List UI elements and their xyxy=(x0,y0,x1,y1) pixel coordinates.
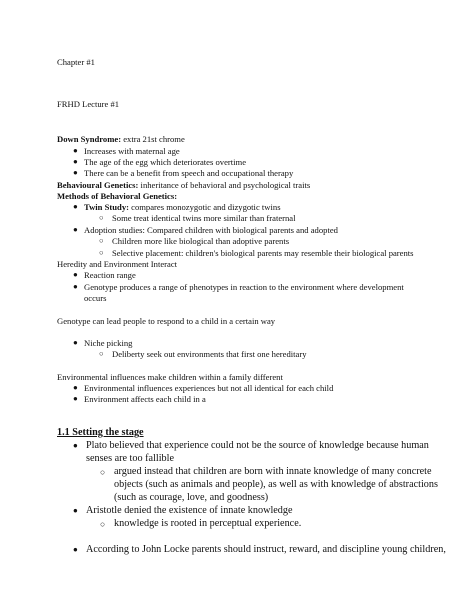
twin-study-line xyxy=(84,202,281,212)
circle-bullet-icon: ○ xyxy=(99,248,104,257)
behavioural-genetics-line xyxy=(57,180,310,190)
bullet-icon: ● xyxy=(73,225,78,234)
chapter-title: Chapter #1 xyxy=(57,57,95,67)
list-item: Environment affects each child in a xyxy=(84,394,206,404)
heredity-heading: Heredity and Environment Interact xyxy=(57,259,178,269)
list-item: Genotype produces a range of phenotypes in reaction to the environment where development xyxy=(84,282,404,292)
bullet-icon: ● xyxy=(73,282,78,291)
list-item: Environmental influences experiences but not all identical for each child xyxy=(84,383,334,393)
bullet-icon: ● xyxy=(73,338,78,347)
circle-bullet-icon: ○ xyxy=(99,236,104,245)
circle-bullet-icon: ○ xyxy=(99,349,104,358)
bullet-icon: ● xyxy=(73,383,78,392)
list-subitem-continuation: objects (such as animals and people), as well as with knowledge of abstractions xyxy=(114,479,438,490)
bullet-icon: ● xyxy=(73,202,78,211)
list-item: The age of the egg which deteriorates overtime xyxy=(84,157,247,167)
list-subitem-continuation: (such as courage, love, and goodness) xyxy=(114,492,269,503)
behavioural-genetics-definition: inheritance of behavioral and psychological traits xyxy=(138,180,311,190)
down-syndrome-term: Down Syndrome: xyxy=(57,134,122,144)
bullet-icon: ● xyxy=(73,146,78,155)
list-subitem: Children more like biological than adoptive parents xyxy=(112,236,290,246)
behavioural-genetics-term: Behavioural Genetics: xyxy=(57,180,139,190)
list-item: Aristotle denied the existence of innate knowledge xyxy=(86,505,293,516)
list-subitem: argued instead that children are born with innate knowledge of many concrete xyxy=(114,466,432,477)
paragraph: Genotype can lead people to respond to a child in a certain way xyxy=(57,316,276,326)
bullet-icon: ● xyxy=(73,168,78,177)
down-syndrome-definition: extra 21st chrome xyxy=(121,134,185,144)
bullet-icon: ● xyxy=(73,506,78,515)
list-item-continuation: senses are too fallible xyxy=(86,453,174,464)
bullet-icon: ● xyxy=(73,441,78,450)
list-item-continuation: occurs xyxy=(84,293,107,303)
bullet-icon: ● xyxy=(73,394,78,403)
section-heading: 1.1 Setting the stage xyxy=(57,427,144,438)
list-item: Niche picking xyxy=(84,338,133,348)
bullet-icon: ● xyxy=(73,157,78,166)
list-subitem: knowledge is rooted in perceptual experience. xyxy=(114,518,302,529)
list-item: Reaction range xyxy=(84,270,136,280)
list-item: According to John Locke parents should instruct, reward, and discipline young children, xyxy=(86,544,446,555)
list-subitem: Selective placement: children's biological parents may resemble their biological parents xyxy=(112,248,414,258)
list-subitem: Deliberty seek out environments that first one hereditary xyxy=(112,349,307,359)
circle-bullet-icon: ○ xyxy=(100,519,106,529)
list-item: There can be a benefit from speech and occupational therapy xyxy=(84,168,294,178)
circle-bullet-icon: ○ xyxy=(100,467,106,477)
list-item: Adoption studies: Compared children with biological parents and adopted xyxy=(84,225,338,235)
list-item: Plato believed that experience could not be the source of knowledge because human xyxy=(86,440,429,451)
list-item: Increases with maternal age xyxy=(84,146,180,156)
down-syndrome-line xyxy=(57,134,185,144)
twin-study-definition: compares monozygotic and dizygotic twins xyxy=(128,202,281,212)
list-subitem: Some treat identical twins more similar than fraternal xyxy=(112,213,296,223)
twin-study-term: Twin Study: xyxy=(84,202,129,212)
environmental-heading: Environmental influences make children within a family different xyxy=(57,372,283,382)
circle-bullet-icon: ○ xyxy=(99,213,104,222)
bullet-icon: ● xyxy=(73,545,78,554)
bullet-icon: ● xyxy=(73,270,78,279)
lecture-title: FRHD Lecture #1 xyxy=(57,99,120,109)
methods-heading: Methods of Behavioral Genetics: xyxy=(57,191,178,201)
